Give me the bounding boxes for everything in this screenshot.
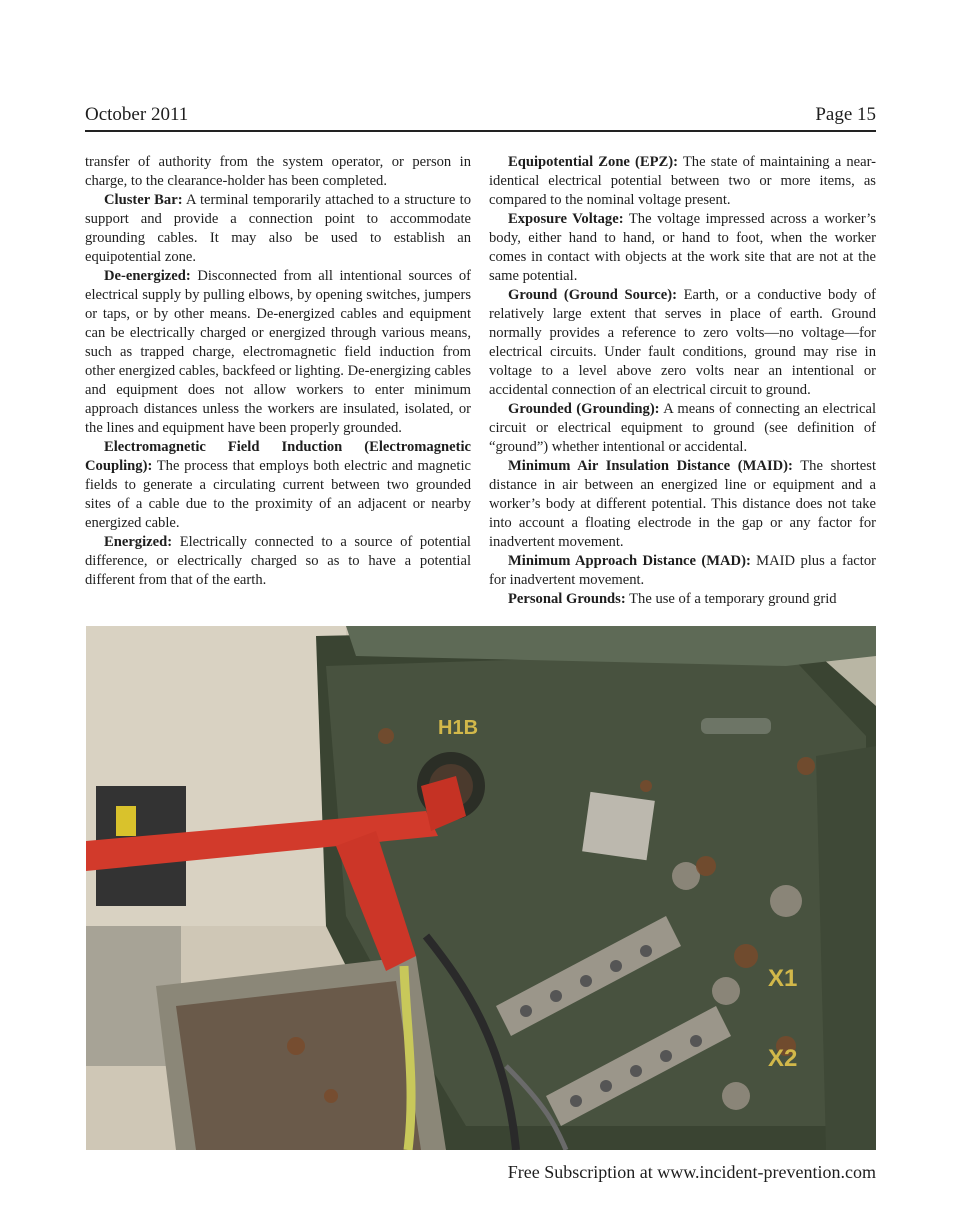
term: Electromagnetic Field Induction (Electromagnetic Coupling): [85, 439, 471, 474]
term: Grounded (Grounding): [508, 401, 660, 417]
definition-de-energized [85, 267, 471, 438]
definition-text: Earth, or a conductive body of relatively large extent that serves in place of earth. Ground normally provides a reference to zero volts—no voltage—for electrical circuits. Under fault conditions, ground may rise in voltage to a level above zero volts near an intentional or accidental connection of an electrical circuit to ground. [489, 287, 876, 398]
definition-ground [489, 286, 876, 400]
paragraph-text: transfer of authority from the system operator, or person in charge, to the clearance-holder has been completed. [85, 154, 471, 189]
definition-text: A terminal temporarily attached to a structure to support and provide a connection point to accommodate grounding cables. It may also be used to establish an equipotential zone. [85, 192, 471, 265]
photo-illustration [86, 626, 876, 1150]
right-column [489, 153, 876, 609]
definition-text: The shortest distance in air between an energized line or equipment and a worker’s body at different potential. This distance does not take into account a floating electrode in the gap or any factor for inadvertent movement. [489, 458, 876, 550]
definition-text: The voltage impressed across a worker’s body, either hand to hand, or hand to foot, when the worker comes in contact with objects at the work site that are not at the same potential. [489, 211, 876, 284]
footer-subscription: Free Subscription at www.incident-prevention.com [507, 1162, 876, 1182]
definition-text: The process that employs both electric and magnetic fields to generate a circulating current between two grounded sites of a cable due to the proximity of an adjacent or nearby energized cable. [85, 458, 471, 531]
definition-energized [85, 533, 471, 590]
issue-date: October 2011 [85, 104, 189, 125]
definition-maid [489, 457, 876, 552]
term: Ground (Ground Source): [508, 287, 677, 303]
definition-exposure-voltage [489, 210, 876, 286]
term: Personal Grounds: [508, 591, 626, 607]
definition-text: Electrically connected to a source of potential difference, or electrically charged so as to have a potential different from that of the earth. [85, 534, 471, 588]
left-column [85, 153, 471, 590]
definition-text: A means of connecting an electrical circuit or electrical equipment to ground (see definition of “ground”) whether intentional or accidental. [489, 401, 876, 455]
paragraph [85, 153, 471, 191]
label-h1b: H1B [438, 717, 479, 739]
page-header [85, 100, 876, 132]
page-number: Page 15 [815, 104, 876, 125]
definition-emf-induction [85, 438, 471, 533]
term: De-energized: [104, 268, 191, 284]
definition-text: The state of maintaining a near-identical electrical potential between two or more items, as compared to the nominal voltage present. [489, 154, 876, 208]
term: Minimum Air Insulation Distance (MAID): [508, 458, 793, 474]
term: Equipotential Zone (EPZ): [508, 154, 679, 170]
term: Energized: [104, 534, 173, 550]
label-x2: X2 [768, 1045, 798, 1072]
definition-text: The use of a temporary ground grid [625, 591, 837, 607]
term: Exposure Voltage: [508, 211, 624, 227]
term: Minimum Approach Distance (MAD): [508, 553, 751, 569]
definition-epz [489, 153, 876, 210]
definition-text: Disconnected from all intentional sources of electrical supply by pulling elbows, by opening switches, jumpers or taps, or by other means. De-energized cables and equipment can be electrically charged or energized through various means, such as trapped charge, electromagnetic field induction from other energized cables, backfeed or lighting. De-energizing cables and equipment does not allow workers to enter minimum approach distances unless the workers are insulated, isolated, or the lines and equipment have been properly grounded. [85, 268, 471, 436]
definition-grounded [489, 400, 876, 457]
definition-personal-grounds [489, 590, 876, 609]
definition-mad [489, 552, 876, 590]
label-x1: X1 [768, 965, 798, 992]
transformer-photo [86, 626, 876, 1150]
definition-text: MAID plus a factor for inadvertent movement. [489, 553, 876, 588]
term: Cluster Bar: [104, 192, 183, 208]
definition-cluster-bar [85, 191, 471, 267]
